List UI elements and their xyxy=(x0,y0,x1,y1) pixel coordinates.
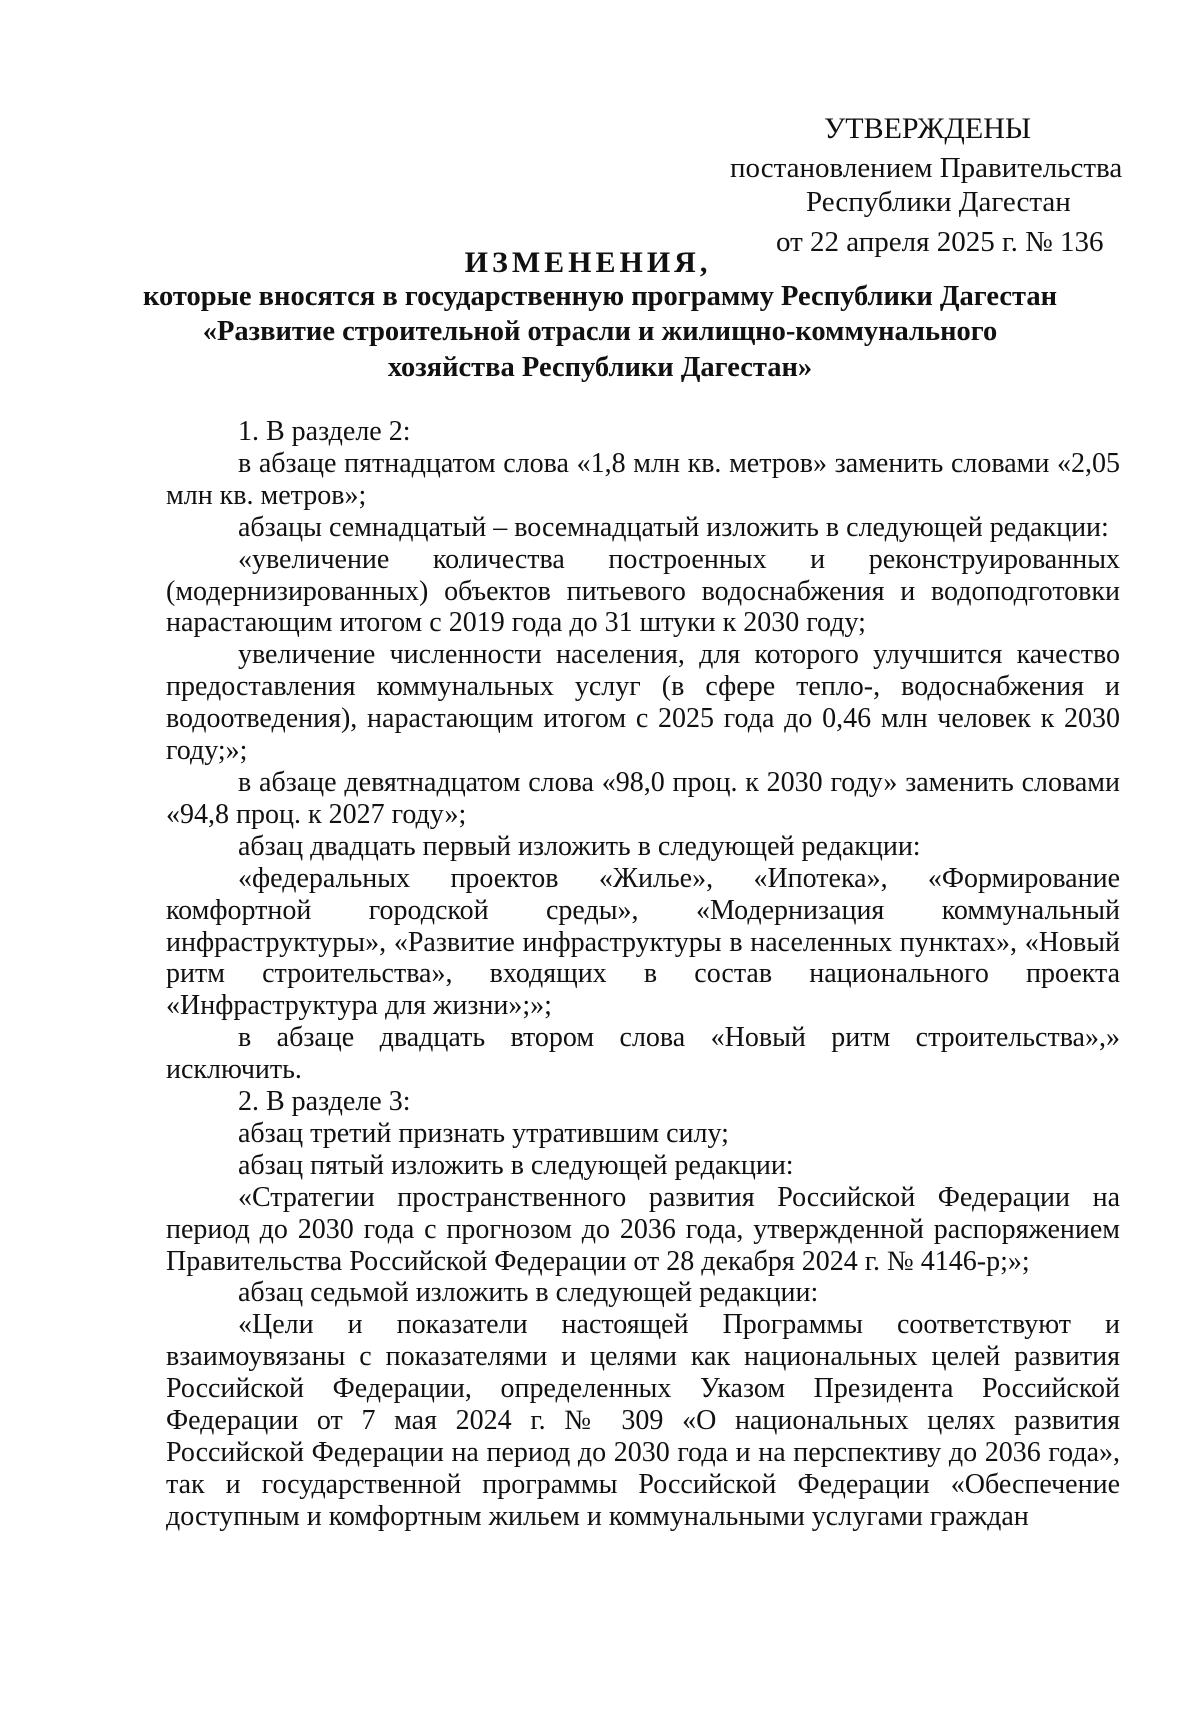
approval-date: от 22 апреля 2025 г. № 136 xyxy=(776,226,1104,258)
section-number: 1. В разделе 2: xyxy=(238,416,411,447)
paragraph: в абзаце пятнадцатом слова «1,8 млн кв. метров» заменить словами «2,05 млн кв. метров»; xyxy=(166,447,1120,511)
document-subtitle: хозяйства Республики Дагестан» xyxy=(387,352,813,383)
paragraph: в абзаце девятнадцатом слова «98,0 проц. к 2030 году» заменить словами «94,8 проц. к 2027 году»; xyxy=(166,766,1120,830)
paragraph: абзац двадцать первый изложить в следующей редакции: xyxy=(238,830,921,862)
paragraph: абзац третий признать утратившим силу; xyxy=(238,1117,729,1149)
paragraph: абзацы семнадцатый – восемнадцатый изложить в следующей редакции: xyxy=(238,511,1109,543)
section-number: 2. В разделе 3: xyxy=(238,1086,411,1118)
document-subtitle: «Развитие строительной отрасли и жилищно-коммунального xyxy=(202,316,998,347)
document-subtitle: которые вносятся в государственную программу Республики Дагестан xyxy=(142,281,1058,312)
approval-line: постановлением Правительства xyxy=(730,152,1123,184)
document-body xyxy=(166,416,1120,1533)
paragraph: «Цели и показатели настоящей Программы соответствуют и взаимоувязаны с показателями и целями как национальных целей развития Российской Федерации, определенных Указом Президента Российской Федерации от 7 мая 2024 г. № 309 «О национальных целях развития Российской Федерации на период до 2030 года и на перспективу до 2036 года», так и государственной программы Российской Федерации «Обеспечение доступным и комфортным жильем и коммунальными услугами граждан xyxy=(166,1309,1120,1532)
paragraph: абзац седьмой изложить в следующей редакции: xyxy=(238,1277,819,1309)
paragraph: «федеральных проектов «Жилье», «Ипотека», «Формирование комфортной городской среды», «Модернизация коммунальный инфраструктуры», «Развитие инфраструктуры в населенных пунктах», «Новый ритм строительства», входящих в состав национального проекта «Инфраструктура для жизни»;»; xyxy=(166,862,1120,1022)
paragraph: увеличение численности населения, для которого улучшится качество предоставления коммунальных услуг (в сфере тепло-, водоснабжения и водоотведения), нарастающим итогом с 2025 года до 0,46 млн человек к 2030 году;»; xyxy=(166,639,1120,767)
approval-title: УТВЕРЖДЕНЫ xyxy=(824,112,1032,145)
paragraph: «Стратегии пространственного развития Российской Федерации на период до 2030 года с прогнозом до 2036 года, утвержденной распоряжением Правительства Российской Федерации от 28 декабря 2024 г. № 4146-р;»; xyxy=(166,1181,1120,1277)
document-heading: ИЗМЕНЕНИЯ, xyxy=(464,246,712,279)
paragraph: «увеличение количества построенных и реконструированных (модернизированных) объектов питьевого водоснабжения и водоподготовки нарастающим итогом с 2019 года до 31 штуки к 2030 году; xyxy=(166,543,1120,639)
paragraph: в абзаце двадцать втором слова «Новый ритм строительства»,» исключить. xyxy=(166,1022,1120,1086)
paragraph: абзац пятый изложить в следующей редакции: xyxy=(238,1149,794,1181)
approval-line: Республики Дагестан xyxy=(806,186,1071,218)
